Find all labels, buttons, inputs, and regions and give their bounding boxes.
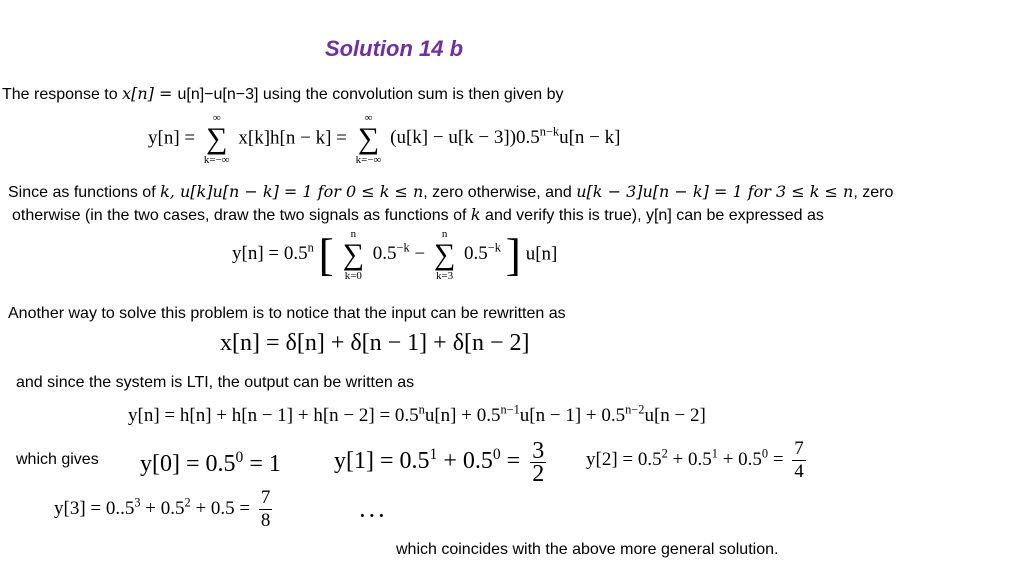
eq2-term1: $0.5^{-k}$ [372,241,410,265]
sum-operator: n ∑ k=0 [342,228,365,282]
which-gives-label: which gives [16,451,99,468]
since-line-1: Since as functions of k, u[k]u[n − k] = 1 for 0 ≤ k ≤ n, zero otherwise, and u[k − 3]u[n − k] = 1 for 3 ≤ k ≤ n, zero [8,182,894,201]
right-bracket: ] [505,229,521,280]
sum-upper-limit: ∞ [212,112,221,124]
eq2-tail: u[n] [525,243,558,265]
slide-title: Solution 14 b [324,36,464,61]
intro-line [2,84,564,105]
since-math-2: u[k − 3]u[n − k] = 1 for 3 ≤ k ≤ n [576,182,854,201]
sigma-symbol: ∑ [206,122,228,155]
lti-text: and since the system is LTI, the output can be written as [16,374,415,391]
y3-fraction: $\frac{7}{8}$ [260,487,271,531]
expanded-sum-equation [232,228,557,282]
sigma-symbol: ∑ [433,238,456,271]
sum-lower-limit: k=−∞ [203,154,230,166]
eq2-lhs: $y[n] = 0.5^n$ [232,241,314,265]
continuation-dots: . . . [360,501,384,522]
eq1-term2: $(u[k] - u[k - 3])0.5^{n-k}u[n - k]$ [390,125,621,149]
sum-lower-limit: k=−∞ [355,154,382,166]
intro-suffix: u[n]−u[n−3] using the convolution sum is then given by [177,86,564,103]
output-sum-equation: $y[n] = h[n] + h[n - 1] + h[n - 2] = 0.5^nu[n] + 0.5^{n-1}u[n - 1] + 0.5^{n-2}u[n - 2]$ [128,402,706,426]
sum-operator [204,112,230,166]
another-way-text: Another way to solve this problem is to notice that the input can be rewritten as [8,305,566,322]
input-decomposition-equation: x[n] = δ[n] + δ[n − 1] + δ[n − 2] [220,330,530,356]
left-bracket: [ [318,229,334,280]
y1-fraction: $\frac{3}{2}$ [532,438,545,487]
coincides-text: which coincides with the above more general solution. [396,541,779,558]
since-math-k: k [470,205,481,224]
intro-prefix: The response to [2,86,123,103]
intro-x-expression: x[n] = [122,84,178,103]
eq1-term1: x[k]h[n − k] = [238,127,347,149]
y2-equation: $y[2] = 0.5^2 + 0.5^1 + 0.5^0$ = $\frac{7}{4}$ [586,438,804,482]
eq1-lhs: y[n] = [148,127,196,149]
since-math-1: k, u[k]u[n − k] = 1 for 0 ≤ k ≤ n [160,182,424,201]
convolution-equation [148,112,620,166]
eq2-minus: − [414,243,426,265]
eq2-term2: $0.5^{-k}$ [464,241,501,265]
since-line-2: otherwise (in the two cases, draw the two signals as functions of k and verify this is true), y[n] can be expressed as [12,205,824,224]
sum-operator [356,112,382,166]
sum-upper-limit: ∞ [364,112,373,124]
y2-fraction: $\frac{7}{4}$ [794,438,804,482]
y1-equation: $y[1] = 0.5^1 + 0.5^0$ = $\frac{3}{2}$ [334,438,545,487]
y3-equation: $y[3] = 0..5^3 + 0.5^2 + 0.5$ = $\frac{7}{8}$ [54,487,271,531]
sigma-symbol: ∑ [342,238,365,271]
sum-operator: n ∑ k=3 [433,228,456,282]
y0-equation: $y[0] = 0.5^0 = 1$ [140,449,281,477]
sigma-symbol: ∑ [357,122,380,155]
